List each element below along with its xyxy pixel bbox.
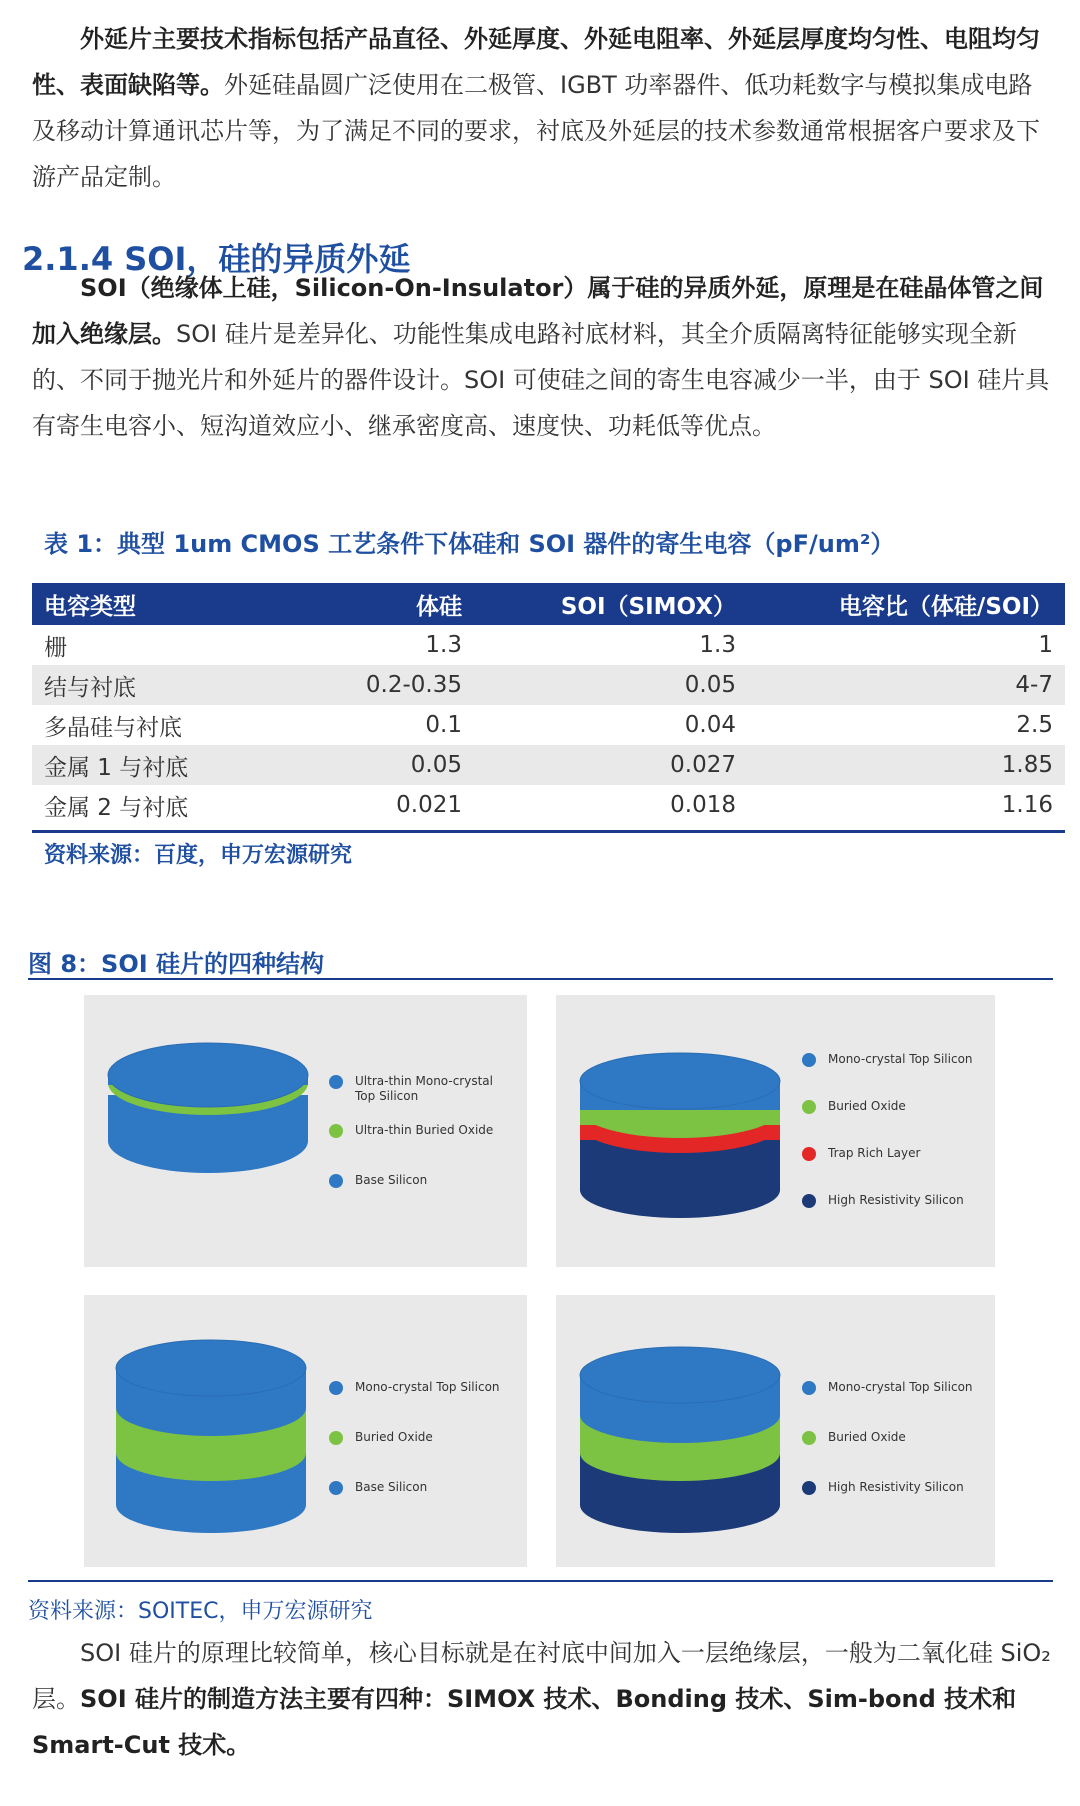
table-cell: 金属 2 与衬底 bbox=[44, 794, 189, 821]
legend-label: Mono-crystal Top Silicon bbox=[828, 1052, 973, 1066]
paragraph-soi-intro bbox=[32, 265, 1052, 449]
table-header-cell: 电容比（体硅/SOI） bbox=[748, 583, 1065, 625]
legend-color-dot bbox=[802, 1194, 816, 1208]
legend-label: Base Silicon bbox=[355, 1173, 428, 1187]
soi-panel-high-resistivity bbox=[556, 1295, 995, 1567]
legend-color-dot bbox=[329, 1075, 343, 1089]
legend-color-dot bbox=[802, 1431, 816, 1445]
legend-color-dot bbox=[329, 1481, 343, 1495]
figure-source: 资料来源：SOITEC，申万宏源研究 bbox=[28, 1599, 373, 1624]
table-row bbox=[32, 705, 1065, 745]
legend-color-dot bbox=[802, 1100, 816, 1114]
table-header-row bbox=[32, 583, 1065, 625]
legend-color-dot bbox=[802, 1147, 816, 1161]
legend-label: High Resistivity Silicon bbox=[828, 1480, 964, 1494]
table-cell: 栅 bbox=[44, 634, 67, 661]
wafer-top-face bbox=[580, 1053, 780, 1109]
table-row bbox=[32, 625, 1065, 665]
paragraph-epitaxy-specs bbox=[32, 16, 1052, 200]
legend-label: Ultra-thin Mono-crystal Top Silicon bbox=[355, 1074, 493, 1103]
legend-color-dot bbox=[329, 1431, 343, 1445]
table-cell: 多晶硅与衬底 bbox=[44, 714, 182, 741]
soi-panel-ultra-thin bbox=[84, 995, 527, 1267]
table-row bbox=[32, 665, 1065, 705]
table-caption: 表 1：典型 1um CMOS 工艺条件下体硅和 SOI 器件的寄生电容（pF/um²） bbox=[44, 530, 895, 558]
table-row bbox=[32, 785, 1065, 825]
legend-label: Ultra-thin Buried Oxide bbox=[355, 1123, 494, 1137]
table-cell: 0.05 bbox=[474, 665, 748, 705]
paragraph-bold-text: SOI（绝缘体上硅，Silicon-On-Insulator）属于硅的异质外延，原理是在硅晶体管之间加入绝缘层。 bbox=[32, 274, 1044, 348]
paragraph-bold-text: SOI 硅片的制造方法主要有四种：SIMOX 技术、Bonding 技术、Sim-bond 技术和 Smart-Cut 技术。 bbox=[32, 1685, 1017, 1759]
wafer-top-face bbox=[580, 1347, 780, 1403]
table-cell: 2.5 bbox=[1016, 712, 1053, 738]
table-header-cell: SOI（SIMOX） bbox=[474, 583, 748, 625]
legend-color-dot bbox=[329, 1381, 343, 1395]
table-cell: 0.021 bbox=[396, 792, 462, 818]
wafer-top-face bbox=[116, 1340, 306, 1396]
table-cell: 结与衬底 bbox=[32, 665, 232, 705]
soi-panel-trap-rich bbox=[556, 995, 995, 1267]
wafer-bottom-edge bbox=[580, 1162, 780, 1218]
legend-label: High Resistivity Silicon bbox=[828, 1193, 964, 1207]
wafer-bottom-edge bbox=[108, 1109, 308, 1173]
table-cell: 4-7 bbox=[748, 665, 1065, 705]
table-cell: 0.1 bbox=[425, 712, 462, 738]
table-cell: 0.027 bbox=[474, 745, 748, 785]
table-bottom-rule bbox=[32, 830, 1065, 833]
table-header-cell: 体硅 bbox=[232, 583, 474, 625]
figure-caption: 图 8：SOI 硅片的四种结构 bbox=[28, 950, 325, 978]
table-cell: 金属 1 与衬底 bbox=[32, 745, 232, 785]
legend-color-dot bbox=[329, 1174, 343, 1188]
legend-color-dot bbox=[802, 1053, 816, 1067]
legend-label: Mono-crystal Top Silicon bbox=[828, 1380, 973, 1394]
table-cell: 1.85 bbox=[748, 745, 1065, 785]
table-cell: 0.2-0.35 bbox=[232, 665, 474, 705]
paragraph-text: SOI 硅片是差异化、功能性集成电路衬底材料，其全介质隔离特征能够实现全新的、不同于抛光片和外延片的器件设计。SOI 可使硅之间的寄生电容减少一半，由于 SOI 硅片具有寄生电容小、短沟道效应小、继承密度高、速度快、功耗低等优点。 bbox=[32, 320, 1050, 440]
figure-top-rule bbox=[28, 978, 1053, 980]
paragraph-text: 外延硅晶圆广泛使用在二极管、IGBT 功率器件、低功耗数字与模拟集成电路及移动计算通讯芯片等，为了满足不同的要求，衬底及外延层的技术参数通常根据客户要求及下游产品定制。 bbox=[32, 71, 1040, 191]
wafer-bottom-edge bbox=[116, 1477, 306, 1533]
wafer-stack-illustration bbox=[556, 995, 995, 1267]
paragraph-soi-methods bbox=[32, 1630, 1052, 1768]
wafer-top-face bbox=[108, 1043, 308, 1107]
table-cell: 1 bbox=[1038, 632, 1053, 658]
table-cell: 1.16 bbox=[1001, 792, 1053, 818]
paragraph-text: SOI 硅片的原理比较简单，核心目标就是在衬底中间加入一层绝缘层，一般为二氧化硅 SiO₂ 层。 bbox=[32, 1639, 1051, 1713]
legend-color-dot bbox=[802, 1381, 816, 1395]
soi-panel-base-silicon bbox=[84, 1295, 527, 1567]
legend-color-dot bbox=[802, 1481, 816, 1495]
legend-label: Buried Oxide bbox=[828, 1430, 906, 1444]
table-cell: 1.3 bbox=[425, 632, 462, 658]
legend-label: Buried Oxide bbox=[355, 1430, 433, 1444]
legend-color-dot bbox=[329, 1124, 343, 1138]
capacitance-table bbox=[32, 583, 1065, 825]
legend-label: Mono-crystal Top Silicon bbox=[355, 1380, 500, 1394]
table-cell: 0.05 bbox=[232, 745, 474, 785]
table-cell: 0.018 bbox=[670, 792, 736, 818]
wafer-bottom-edge bbox=[580, 1477, 780, 1533]
legend-label: Buried Oxide bbox=[828, 1099, 906, 1113]
legend-label: Base Silicon bbox=[355, 1480, 428, 1494]
table-cell: 1.3 bbox=[699, 632, 736, 658]
figure-bottom-rule bbox=[28, 1580, 1053, 1582]
section-heading: 2.1.4 SOI，硅的异质外延 bbox=[22, 240, 411, 278]
table-header-cell: 电容类型 bbox=[32, 583, 232, 625]
paragraph-bold-text: 外延片主要技术指标包括产品直径、外延厚度、外延电阻率、外延层厚度均匀性、电阻均匀性、表面缺陷等。 bbox=[32, 25, 1040, 99]
legend-label: Trap Rich Layer bbox=[828, 1146, 921, 1160]
table-source: 资料来源：百度，申万宏源研究 bbox=[44, 843, 353, 868]
table-cell: 0.04 bbox=[684, 712, 736, 738]
table-row bbox=[32, 745, 1065, 785]
